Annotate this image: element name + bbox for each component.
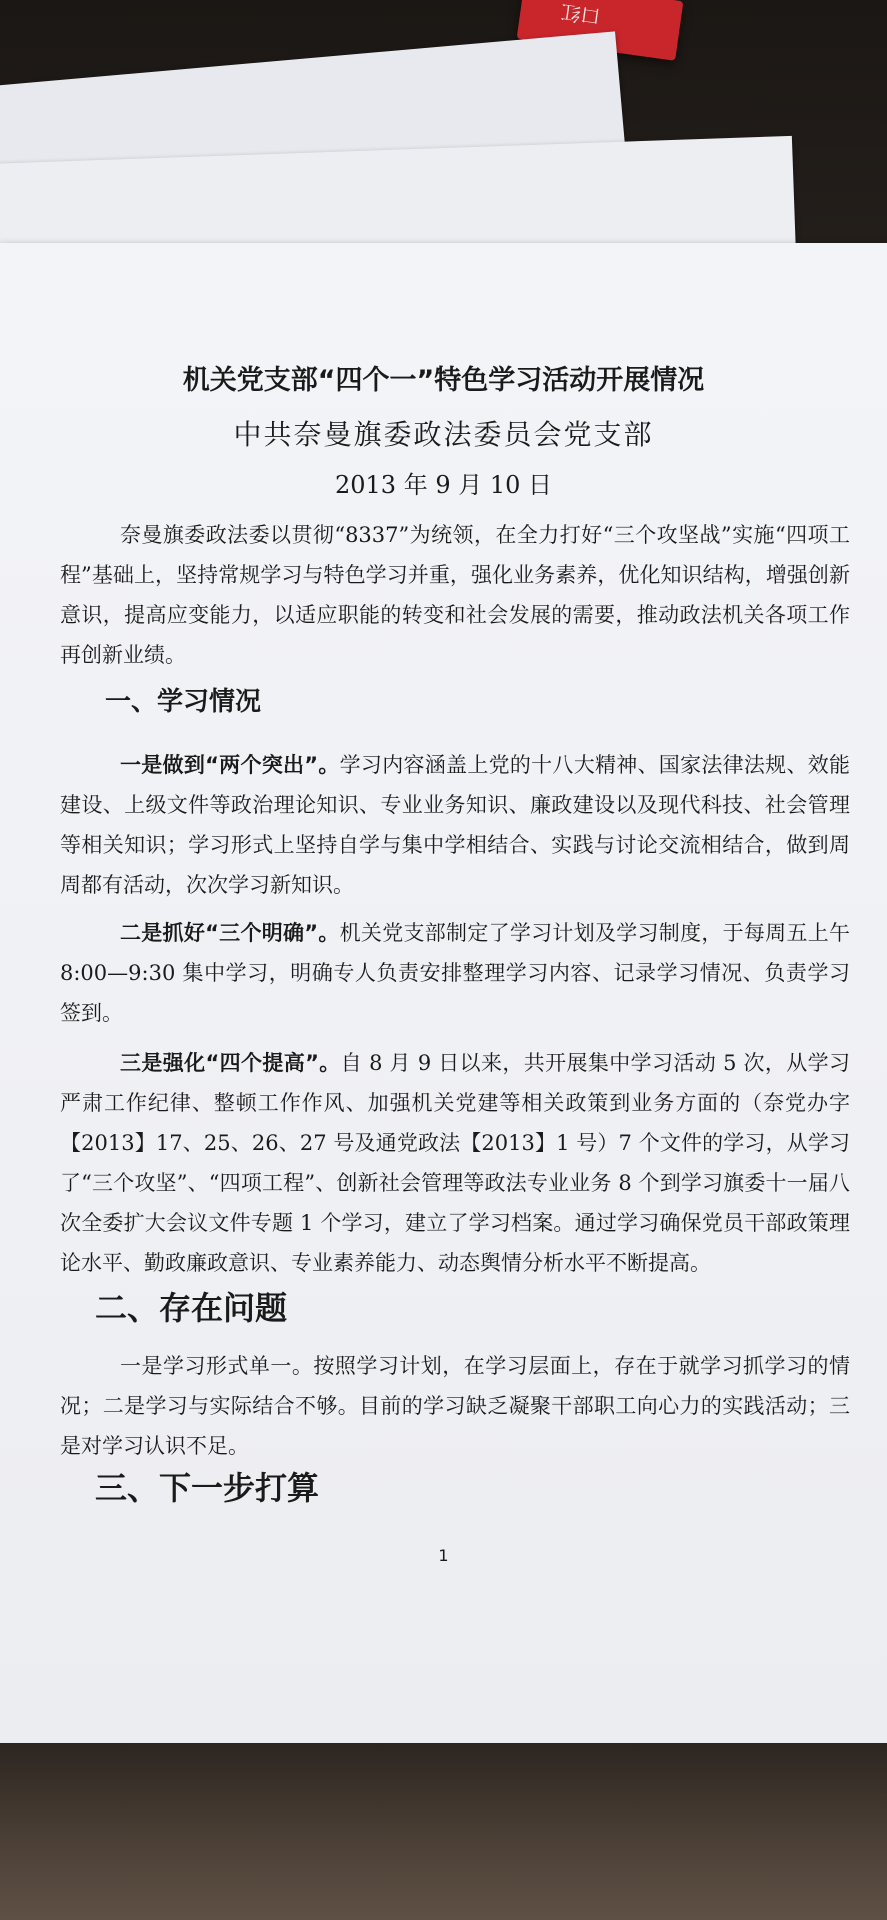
document-title: 机关党支部“四个一”特色学习活动开展情况 <box>182 365 705 396</box>
document-page <box>0 243 887 1743</box>
section-heading: 一、学习情况 <box>105 687 262 717</box>
paragraph-body: 机关党支部制定了学习计划及学习制度，于每周五上午 8:00—9:30 集中学习，明确专人负责安排整理学习内容、记录学习情况、负责学习签到。 <box>60 921 851 1025</box>
section-heading: 三、下一步打算 <box>95 1469 320 1507</box>
paragraph-lead: 一是做到“两个突出”。 <box>120 753 340 777</box>
organization-name: 中共奈曼旗委政法委员会党支部 <box>233 418 654 451</box>
paragraph <box>60 913 850 1033</box>
desk-foreground <box>0 1743 887 1920</box>
box-label: 口红 <box>559 0 603 29</box>
section-heading: 二、存在问题 <box>95 1289 288 1327</box>
paragraph <box>60 1043 850 1283</box>
paragraph <box>60 745 850 905</box>
paragraph-body: 自 8 月 9 日以来，共开展集中学习活动 5 次，从学习严肃工作纪律、整顿工作作风、加强机关党建等相关政策到业务方面的（奈党办字【2013】17、25、26、27 号及通党政法【2013】1 号）7 个文件的学习，从学习了“三个攻坚”、“四项工程”、创新社会管理等政法专业业务 8 个到学习旗委十一届八次全委扩大会议文件专题 1 个学习，建立了学习档案。通过学习确保党员干部政策理论水平、勤政廉政意识、专业素养能力、动态舆情分析水平不断提高。 <box>60 1051 850 1275</box>
paragraph: 一是学习形式单一。按照学习计划，在学习层面上，存在于就学习抓学习的情况；二是学习与实际结合不够。目前的学习缺乏凝聚干部职工向心力的实践活动；三是对学习认识不足。 <box>60 1354 850 1458</box>
page-number: 1 <box>438 1546 449 1565</box>
document-date: 2013 年 9 月 10 日 <box>334 471 553 499</box>
paragraph-lead: 二是抓好“三个明确”。 <box>120 921 340 945</box>
intro-paragraph: 奈曼旗委政法委以贯彻“8337”为统领，在全力打好“三个攻坚战”实施“四项工程”基础上，坚持常规学习与特色学习并重，强化业务素养，优化知识结构，增强创新意识，提高应变能力，以适应职能的转变和社会发展的需要，推动政法机关各项工作再创新业绩。 <box>60 523 850 667</box>
paragraph-lead: 三是强化“四个提高”。 <box>120 1051 341 1075</box>
paragraph-body: 学习内容涵盖上党的十八大精神、国家法律法规、效能建设、上级文件等政治理论知识、专业业务知识、廉政建设以及现代科技、社会管理等相关知识；学习形式上坚持自学与集中学相结合、实践与讨论交流相结合，做到周周都有活动，次次学习新知识。 <box>60 753 851 897</box>
